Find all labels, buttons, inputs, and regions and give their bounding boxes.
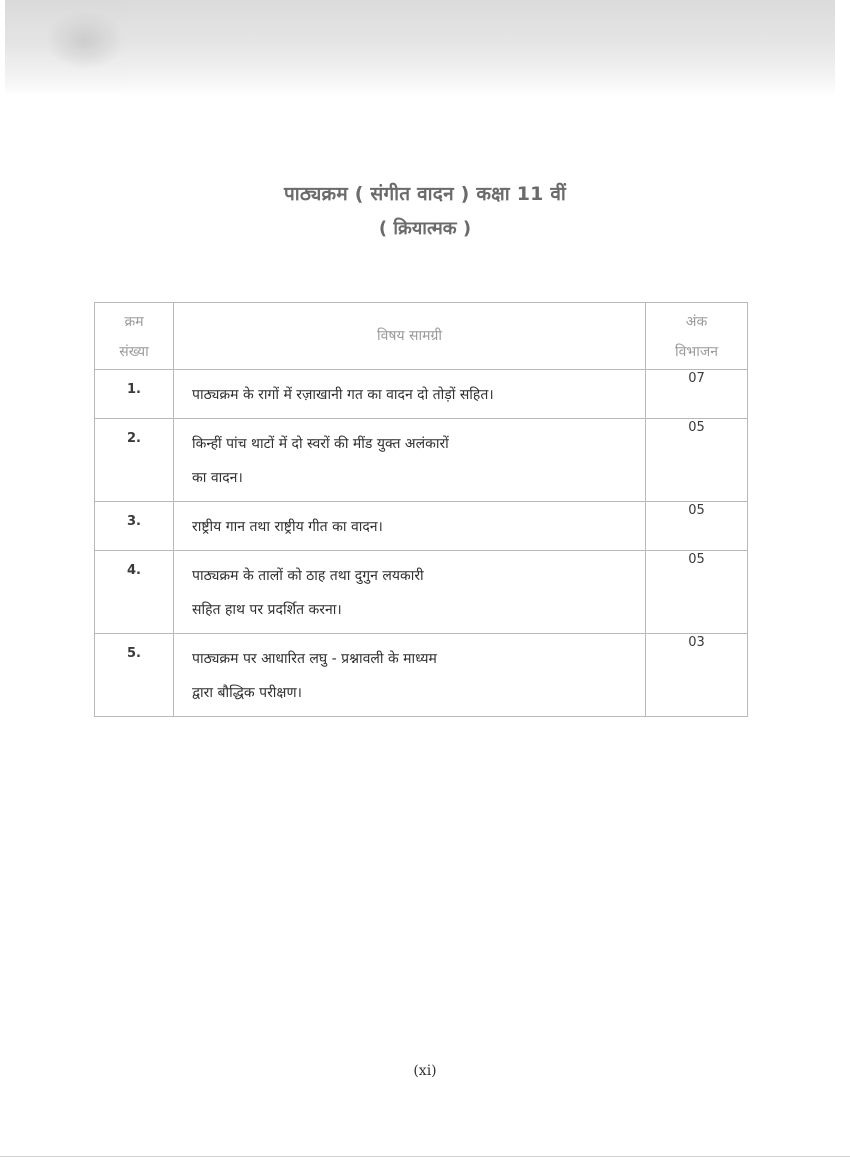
subject-cell: पाठ्यक्रम के तालों को ठाह तथा दुगुन लयकारी सहित हाथ पर प्रदर्शित करना।	[174, 551, 646, 634]
header-row	[95, 303, 748, 370]
col-header-serial-label: क्रम संख्या	[119, 314, 149, 360]
col-header-marks-label: अंक विभाजन	[674, 314, 719, 360]
syllabus-table	[94, 302, 748, 717]
serial-cell: 4.	[95, 551, 174, 634]
marks-cell: 05	[646, 551, 748, 634]
marks-cell: 03	[646, 634, 748, 717]
subject-cell: किन्हीं पांच थाटों में दो स्वरों की मींड युक्त अलंकारों का वादन।	[174, 419, 646, 502]
marks-cell: 07	[646, 370, 748, 419]
table-row	[95, 502, 748, 551]
table-row	[95, 370, 748, 419]
table-body	[95, 370, 748, 717]
subject-cell: पाठ्यक्रम के रागों में रज़ाखानी गत का वादन दो तोड़ों सहित।	[174, 370, 646, 419]
table-header	[95, 303, 748, 370]
subject-cell: पाठ्यक्रम पर आधारित लघु - प्रश्नावली के माध्यम द्वारा बौद्धिक परीक्षण।	[174, 634, 646, 717]
serial-cell: 3.	[95, 502, 174, 551]
col-header-subject: विषय सामग्री	[174, 303, 646, 370]
col-header-marks	[646, 303, 748, 370]
scan-artifact	[5, 0, 835, 96]
page-number: (xi)	[413, 1063, 437, 1079]
marks-cell: 05	[646, 419, 748, 502]
col-header-serial	[95, 303, 174, 370]
subject-cell: राष्ट्रीय गान तथा राष्ट्रीय गीत का वादन।	[174, 502, 646, 551]
scan-edge-line	[0, 1156, 850, 1157]
serial-cell: 5.	[95, 634, 174, 717]
page-subtitle: ( क्रियात्मक )	[378, 218, 472, 239]
serial-cell: 1.	[95, 370, 174, 419]
table-row	[95, 634, 748, 717]
table-row	[95, 551, 748, 634]
table-row	[95, 419, 748, 502]
marks-cell: 05	[646, 502, 748, 551]
serial-cell: 2.	[95, 419, 174, 502]
page-title: पाठ्यक्रम ( संगीत वादन ) कक्षा 11 वीं	[283, 183, 567, 205]
